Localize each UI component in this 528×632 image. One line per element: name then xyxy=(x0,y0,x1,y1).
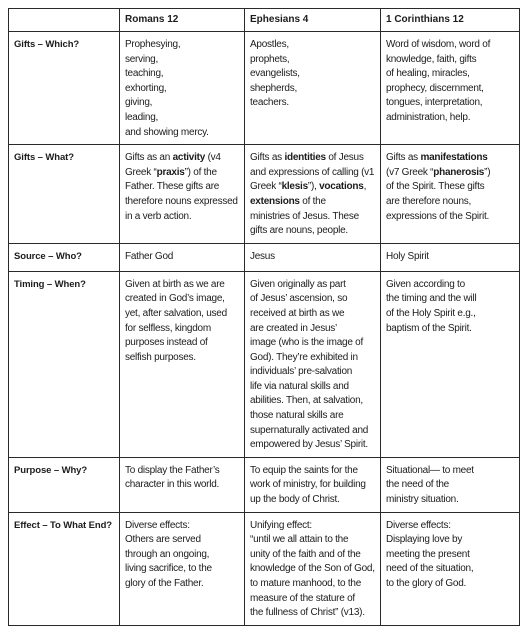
cell-text-line: and expressions of calling (v1 xyxy=(250,166,375,178)
row-gifts-what xyxy=(9,145,520,244)
cell-text-line: abilities. Then, at salvation, xyxy=(250,395,363,407)
emphasis-term: activity xyxy=(172,152,206,164)
emphasis-term: manifestations xyxy=(420,152,488,164)
cell-text-line: work of ministry, for building xyxy=(250,479,366,491)
cell-text-line: are created in Jesus’ xyxy=(250,322,338,334)
cell-text-line: of the Holy Spirit e.g., xyxy=(386,307,476,319)
cell-text-line: of healing, miracles, xyxy=(386,68,470,80)
cell-text-line: shepherds, xyxy=(250,82,297,94)
cell-text-line: life via natural skills and xyxy=(250,380,349,392)
cell-text-line: Diverse effects: xyxy=(386,519,451,531)
cell-romans xyxy=(120,32,245,145)
cell-text-line: serving, xyxy=(125,53,159,65)
header-ephesians-4: Ephesians 4 xyxy=(245,9,381,32)
cell-text-line: prophets, xyxy=(250,53,290,65)
cell-text-line: gifts are nouns, people. xyxy=(250,225,348,237)
cell-text-line: exhorting, xyxy=(125,82,167,94)
cell-text-line: Unifying effect: xyxy=(250,519,312,531)
cell-text-line: to mature manhood, to the xyxy=(250,578,362,589)
cell-text-line: Gifts as manifestations xyxy=(386,152,488,164)
cell-ephesians xyxy=(245,32,381,145)
cell-text-line: the need of the xyxy=(386,479,449,491)
gifts-comparison-table xyxy=(8,8,520,626)
row-purpose-why xyxy=(9,457,520,512)
row-timing-when xyxy=(9,271,520,457)
cell-text-line: to the glory of God. xyxy=(386,578,467,589)
cell-romans xyxy=(120,457,245,512)
cell-text-line: administration, help. xyxy=(386,111,471,123)
cell-text-line: unity of the faith and of the xyxy=(250,548,361,560)
row-label: Gifts – What? xyxy=(9,145,120,244)
cell-text-line: glory of the Father. xyxy=(125,578,204,589)
cell-text-line: ministries of Jesus. These xyxy=(250,210,359,222)
header-row xyxy=(9,9,520,32)
cell-text-line: Prophesying, xyxy=(125,39,181,50)
cell-text-line: of Jesus’ ascension, so xyxy=(250,293,348,305)
cell-text-line: knowledge of the Son of God, xyxy=(250,563,375,575)
cell-romans xyxy=(120,512,245,625)
cell-text-line: Given according to xyxy=(386,278,465,290)
cell-text-line: and showing mercy. xyxy=(125,126,209,138)
row-label: Purpose – Why? xyxy=(9,457,120,512)
cell-text-line: created in God’s image, xyxy=(125,293,225,305)
cell-text-line: need of the situation, xyxy=(386,563,474,575)
cell-text-line: the fullness of Christ” (v13). xyxy=(250,607,365,619)
cell-text-line: prophecy, discernment, xyxy=(386,82,484,94)
cell-text-line: ministry situation. xyxy=(386,494,459,506)
header-corner xyxy=(9,9,120,32)
cell-corinthians xyxy=(381,512,520,625)
cell-text-line: teachers. xyxy=(250,97,289,109)
cell-text-line: giving, xyxy=(125,97,153,109)
row-gifts-which xyxy=(9,32,520,145)
cell-text-line: Father God xyxy=(125,250,174,262)
cell-text-line: purposes instead of xyxy=(125,337,208,349)
cell-text-line: supernaturally activated and xyxy=(250,424,369,436)
cell-text-line: Gifts as an activity (v4 xyxy=(125,152,221,164)
cell-text-line: through an ongoing, xyxy=(125,548,210,560)
cell-text-line: “until we all attain to the xyxy=(250,534,349,546)
emphasis-term: identities xyxy=(284,152,326,164)
cell-text-line: baptism of the Spirit. xyxy=(386,322,472,334)
cell-text-line: knowledge, faith, gifts xyxy=(386,53,477,65)
cell-text-line: received at birth as we xyxy=(250,307,345,319)
cell-text-line: Jesus xyxy=(250,250,275,262)
cell-romans xyxy=(120,145,245,244)
cell-text-line: individuals’ pre-salvation xyxy=(250,366,353,378)
cell-text-line: teaching, xyxy=(125,68,164,80)
cell-text-line: those natural skills are xyxy=(250,410,344,422)
cell-text-line: meeting the present xyxy=(386,548,470,560)
cell-text-line: measure of the stature of xyxy=(250,592,355,604)
cell-text-line: up the body of Christ. xyxy=(250,494,340,506)
cell-text-line: expressions of the Spirit. xyxy=(386,210,489,222)
row-label: Gifts – Which? xyxy=(9,32,120,145)
cell-text-line: Diverse effects: xyxy=(125,519,190,531)
cell-text-line: Others are served xyxy=(125,534,201,546)
cell-text-line: yet, after salvation, used xyxy=(125,307,227,319)
cell-text-line: Displaying love by xyxy=(386,534,463,546)
cell-ephesians xyxy=(245,145,381,244)
cell-text-line: Greek “praxis”) of the xyxy=(125,166,217,178)
cell-corinthians xyxy=(381,145,520,244)
row-label: Effect – To What End? xyxy=(9,512,120,625)
cell-text-line: in a verb action. xyxy=(125,210,192,222)
emphasis-term: phanerosis xyxy=(433,166,485,178)
cell-ephesians xyxy=(245,243,381,271)
cell-text-line: evangelists, xyxy=(250,68,300,80)
row-effect-to-what-end xyxy=(9,512,520,625)
cell-text-line: living sacrifice, to the xyxy=(125,563,212,575)
emphasis-term: praxis xyxy=(156,166,185,178)
cell-text-line: Word of wisdom, word of xyxy=(386,39,491,50)
cell-text-line: Given at birth as we are xyxy=(125,278,225,290)
cell-ephesians xyxy=(245,512,381,625)
cell-text-line: of the Spirit. These gifts xyxy=(386,181,485,193)
cell-text-line: tongues, interpretation, xyxy=(386,97,483,109)
cell-text-line: therefore nouns expressed xyxy=(125,195,238,207)
cell-corinthians xyxy=(381,243,520,271)
cell-text-line: God). They’re exhibited in xyxy=(250,351,358,363)
emphasis-term: vocations xyxy=(319,181,364,193)
cell-text-line: are therefore nouns, xyxy=(386,195,472,207)
cell-corinthians xyxy=(381,457,520,512)
cell-corinthians xyxy=(381,271,520,457)
cell-text-line: Situational— to meet xyxy=(386,464,474,476)
cell-ephesians xyxy=(245,457,381,512)
cell-text-line: Gifts as identities of Jesus xyxy=(250,152,364,164)
cell-text-line: image (who is the image of xyxy=(250,337,364,349)
cell-text-line: character in this world. xyxy=(125,479,220,491)
cell-text-line: empowered by Jesus’ Spirit. xyxy=(250,439,368,451)
cell-romans xyxy=(120,271,245,457)
cell-text-line: selfish purposes. xyxy=(125,351,196,363)
cell-ephesians xyxy=(245,271,381,457)
cell-text-line: Given originally as part xyxy=(250,278,346,290)
header-1-corinthians-12: 1 Corinthians 12 xyxy=(381,9,520,32)
cell-text-line: the timing and the will xyxy=(386,293,477,305)
cell-text-line: To display the Father’s xyxy=(125,464,220,476)
cell-text-line: Apostles, xyxy=(250,39,289,50)
cell-text-line: To equip the saints for the xyxy=(250,464,358,476)
cell-text-line: for selfless, kingdom xyxy=(125,322,211,334)
cell-text-line: Father. These gifts are xyxy=(125,181,220,193)
row-label: Timing – When? xyxy=(9,271,120,457)
cell-text-line: (v7 Greek “phanerosis”) xyxy=(386,166,491,178)
cell-romans xyxy=(120,243,245,271)
cell-text-line: Greek “klesis”), vocations, xyxy=(250,181,367,193)
cell-text-line: Holy Spirit xyxy=(386,250,429,262)
emphasis-term: extensions xyxy=(250,195,300,207)
emphasis-term: klesis xyxy=(281,181,308,193)
header-romans-12: Romans 12 xyxy=(120,9,245,32)
cell-text-line: leading, xyxy=(125,111,159,123)
row-source-who xyxy=(9,243,520,271)
row-label: Source – Who? xyxy=(9,243,120,271)
cell-corinthians xyxy=(381,32,520,145)
cell-text-line: extensions of the xyxy=(250,195,326,207)
